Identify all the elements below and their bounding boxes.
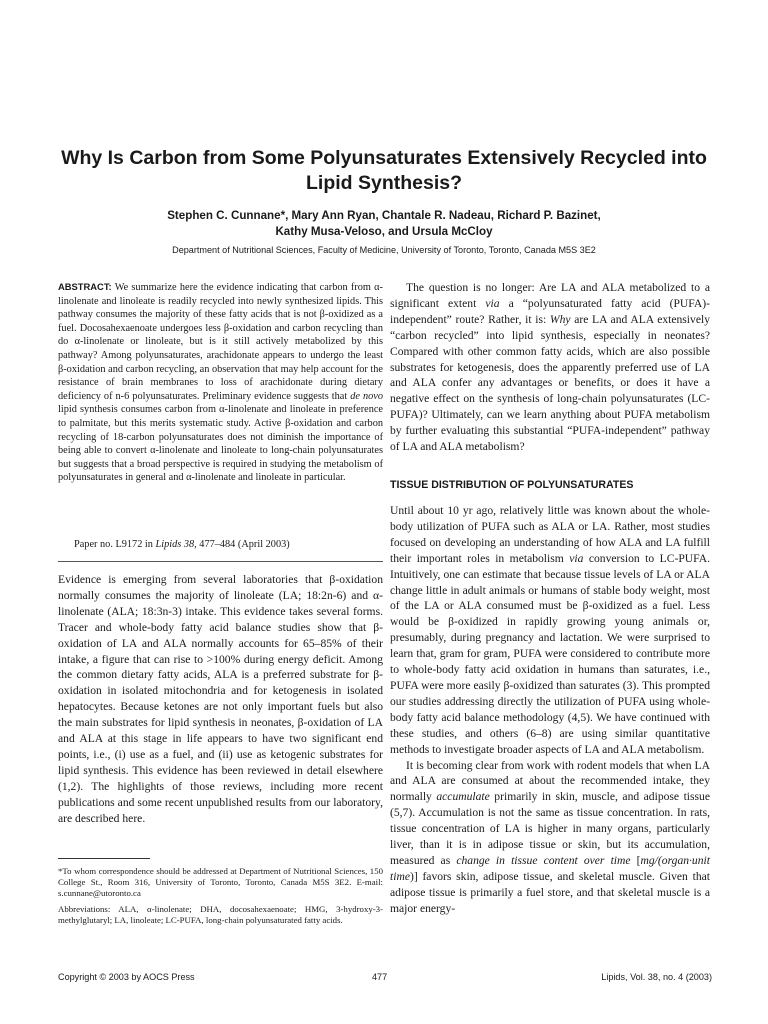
abstract-text-1: We summarize here the evidence indicating that carbon from α-linolenate and linoleate is readily recycled into newly synthesized lipids. This pathway consumes the majority of these fatty acids that is not β-oxidized as a fuel. Docosahexaenoate undergoes less β-oxidation and carbon recycling than do α-linolenate or linoleate, but is it still actively metabolized by this pathway? Among polyunsaturates, arachidonate appears to undergo the least β-oxidation and carbon recycling, an observation that may help account for the resistance of brain membranes to loss of arachidonate during dietary deficiency of n-6 polyunsaturates. Preliminary evidence suggests that bbox=[58, 282, 383, 402]
footnote-abbreviations: Abbreviations: ALA, α-linolenate; DHA, docosahexaenoate; HMG, 3-hydroxy-3-methylglutaryl; LA, linoleate; LC-PUFA, long-chain polyunsaturated fatty acids. bbox=[58, 904, 383, 926]
rp3-c: [ bbox=[630, 853, 641, 867]
paper-title: Why Is Carbon from Some Polyunsaturates Extensively Recycled into Lipid Synthesis? bbox=[61, 147, 707, 194]
rp3-a: It is becoming clear from work with rodent models that when LA and ALA are consumed at about the recommended intake, they normally bbox=[390, 758, 710, 804]
rp3-accumulate: accumulate bbox=[436, 790, 490, 804]
rp1-a: The question is no longer: Are LA and ALA metabolized to a significant extent bbox=[390, 281, 710, 310]
rp3-unit: mg/(organ·unit time bbox=[390, 853, 710, 883]
rp1-why: Why bbox=[549, 312, 571, 326]
paper-no-journal: Lipids 38, bbox=[155, 539, 197, 550]
abstract-label: ABSTRACT: bbox=[58, 281, 112, 292]
rp2-b: conversion to LC-PUFA. Intuitively, one can estimate that because tissue levels of LA or ALA change little in adult animals or humans of stable body weight, most of the LA or ALA consumed must be β-oxidized as a fuel. Less would be β-oxidized in rapidly growing young animals or, presumably, during pregnancy and lactation. We were surprised to learn that, gram for gram, PUFA were considered to contribute more to whole-body fatty acid oxidation in humans than saturates, i.e., PUFA were more easily β-oxidized than saturates (3). This prompted our studies addressing directly the utilization of PUFA using whole-body fatty acid balance methodology (4,5). We have continued with these studies, and others (6–8) are using similar quantitative methods to investigate broader aspects of LA and ALA metabolism. bbox=[390, 551, 711, 756]
rp1-via: via bbox=[485, 296, 500, 310]
footer-page-number: 477 bbox=[372, 972, 388, 982]
rp2-a: Until about 10 yr ago, relatively little was known about the whole-body utilization of PUFA such as ALA or LA. Rather, most studies focused on developing an understanding of how ALA and LA fulfill their important roles in metabolism bbox=[390, 504, 710, 565]
paper-no-suffix: 477–484 (April 2003) bbox=[196, 539, 290, 550]
rp3-change: change in tissue content over time bbox=[456, 853, 631, 867]
abstract-divider bbox=[58, 561, 383, 562]
footnote-correspondence: *To whom correspondence should be addressed at Department of Nutritional Sciences, 150 College St., Room 316, University of Toronto, Toronto, Canada M5S 3E2. E-mail: s.cunnane@utoronto.ca bbox=[58, 866, 383, 899]
rp2-via: via bbox=[569, 551, 584, 565]
abstract bbox=[58, 280, 383, 485]
authors-line-1: Stephen C. Cunnane*, Mary Ann Ryan, Chantale R. Nadeau, Richard P. Bazinet, bbox=[167, 209, 601, 222]
rp3-b: primarily in skin, muscle, and adipose tissue (5,7). Accumulation is not the same as tissue concentration. In rats, tissue concentration of LA is higher in many organs, particularly liver, than it is in adipose tissue or skin, but its accumulation, measured as bbox=[390, 790, 710, 867]
section-heading: TISSUE DISTRIBUTION OF POLYUNSATURATES bbox=[390, 479, 634, 491]
authors-line-2: Kathy Musa-Veloso, and Ursula McCloy bbox=[275, 225, 493, 238]
paper-no-prefix: Paper no. L9172 in bbox=[74, 539, 156, 550]
paper-number bbox=[58, 538, 399, 552]
intro-paragraph: Evidence is emerging from several laboratories that β-oxidation normally consumes the majority of linoleate (LA; 18:2n-6) and α-linolenate (ALA; 18:3n-3) intake. This evidence takes several forms. Tracer and whole-body fatty acid balance studies show that β-oxidation of LA and ALA normally accounts for 65–85% of their intake, a figure that can rise to >100% during energy deficit. Among the common dietary fatty acids, ALA is a preferred substrate for β-oxidation in isolated mitochondria and for ketogenesis in isolated hepatocytes. Because ketones are not only important fuels but also the main substrates for lipid synthesis in neonates, β-oxidation of LA and ALA at this stage in life appears to have two significant end points, i.e., (i) use as a fuel, and (ii) use as ketogenic substrates for lipid synthesis. This evidence has been reviewed in detail elsewhere (1,2). The highlights of those reviews, including more recent publications and some recent unpublished results from our laboratory, are described here. bbox=[58, 573, 383, 825]
right-body bbox=[390, 503, 710, 917]
footer-copyright: Copyright © 2003 by AOCS Press bbox=[58, 972, 195, 982]
footer-journal: Lipids, Vol. 38, no. 4 (2003) bbox=[601, 972, 712, 982]
abstract-italic: de novo bbox=[350, 390, 384, 402]
rp1-b: a “polyunsaturated fatty acid (PUFA)-independent” route? Rather, it is: bbox=[390, 296, 710, 326]
right-paragraph-2 bbox=[390, 503, 710, 758]
rp3-d: )] favors skin, adipose tissue, and skeletal muscle. Given that adipose tissue is primarily a fuel store, and that skeletal muscle is a major energy- bbox=[390, 869, 710, 915]
abstract-text-2: lipid synthesis consumes carbon from α-linolenate and linoleate in preference to palmitate, but this merits systematic study. Active β-oxidation and carbon recycling of 18-carbon polyunsaturates does not diminish the importance of being able to convert α-linolenate and linoleate to long-chain polyunsaturates but suggests that a broad perspective is required in studying the metabolism of polyunsaturates in general and α-linolenate and linoleate in particular. bbox=[58, 404, 383, 484]
author-list bbox=[60, 208, 708, 240]
rp1-c: are LA and ALA extensively “carbon recycled” into lipid synthesis, especially in neonates? Compared with other common fatty acids, which are also possible substrates for ketogenesis, does the apparently preferred use of LA and ALA confer any advantages or benefits, or does it have a negative effect on the synthesis of long-chain polyunsaturates (LC-PUFA)? Ultimately, can we learn anything about PUFA metabolism by further evaluating this substantial “PUFA-independent” pathway of LA and ALA metabolism? bbox=[390, 312, 710, 454]
right-paragraph-3 bbox=[390, 758, 710, 917]
affiliation: Department of Nutritional Sciences, Faculty of Medicine, University of Toronto, Toronto, Canada M5S 3E2 bbox=[172, 245, 596, 255]
right-paragraph-1 bbox=[390, 280, 710, 455]
footnote-divider bbox=[58, 858, 150, 859]
